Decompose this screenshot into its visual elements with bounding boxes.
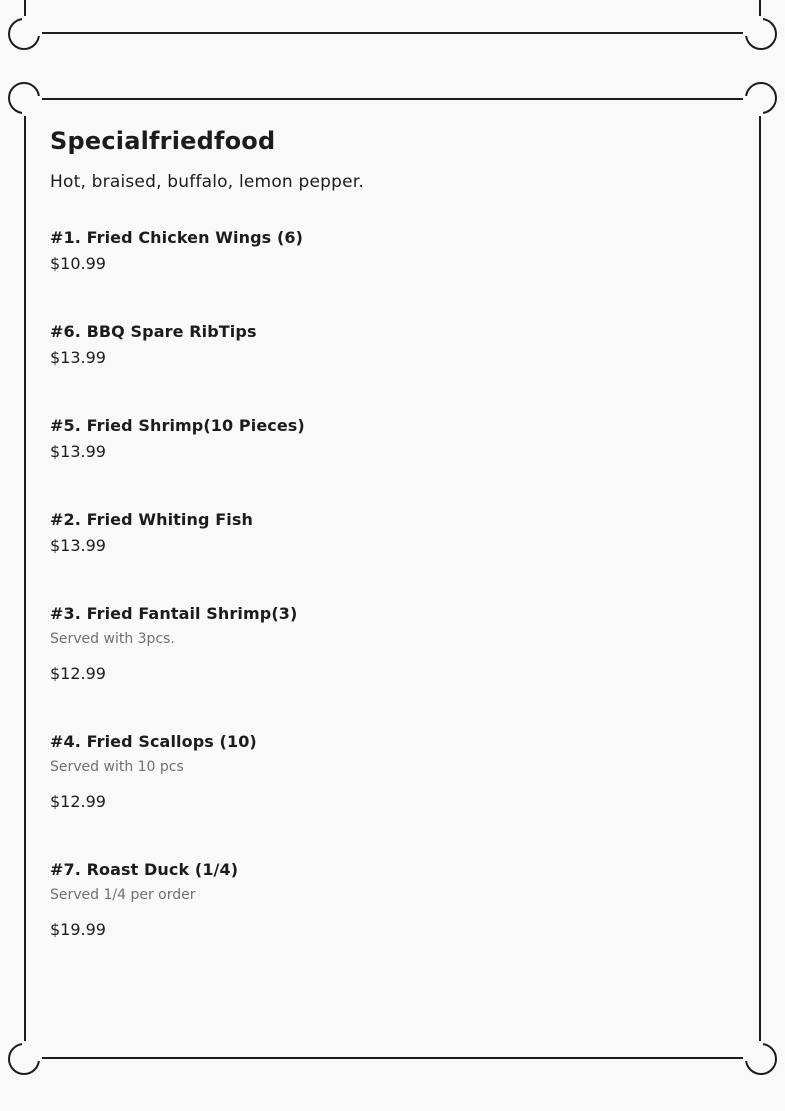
menu-item-description: Served with 10 pcs — [50, 759, 184, 775]
menu-item-price: $13.99 — [50, 536, 106, 555]
menu-item-name: #3. Fried Fantail Shrimp(3) — [50, 604, 298, 623]
menu-item-name: #7. Roast Duck (1/4) — [50, 860, 239, 879]
menu-item[interactable] — [50, 860, 735, 940]
menu-item-list — [50, 228, 735, 940]
menu-item[interactable] — [50, 322, 735, 368]
menu-item-description: Served with 3pcs. — [50, 631, 175, 647]
menu-item-price: $19.99 — [50, 920, 106, 939]
menu-item[interactable] — [50, 732, 735, 812]
section-description: Hot, braised, buffalo, lemon pepper. — [50, 172, 365, 192]
menu-section-card — [24, 98, 761, 1059]
menu-item-description: Served 1/4 per order — [50, 887, 196, 903]
menu-item[interactable] — [50, 604, 735, 684]
menu-item-name: #6. BBQ Spare RibTips — [50, 322, 257, 341]
menu-item[interactable] — [50, 416, 735, 462]
previous-menu-section-card — [24, 0, 761, 34]
menu-item-name: #5. Fried Shrimp(10 Pieces) — [50, 416, 305, 435]
menu-item-name: #2. Fried Whiting Fish — [50, 510, 253, 529]
menu-item-price: $10.99 — [50, 254, 106, 273]
menu-item-price: $12.99 — [50, 664, 106, 683]
menu-section-content — [50, 126, 735, 988]
menu-item-name: #4. Fried Scallops (10) — [50, 732, 257, 751]
menu-item[interactable] — [50, 510, 735, 556]
menu-item-price: $12.99 — [50, 792, 106, 811]
menu-item[interactable] — [50, 228, 735, 274]
menu-item-price: $13.99 — [50, 442, 106, 461]
menu-item-name: #1. Fried Chicken Wings (6) — [50, 228, 303, 247]
section-title: Specialfriedfood — [50, 127, 276, 155]
menu-item-price: $13.99 — [50, 348, 106, 367]
